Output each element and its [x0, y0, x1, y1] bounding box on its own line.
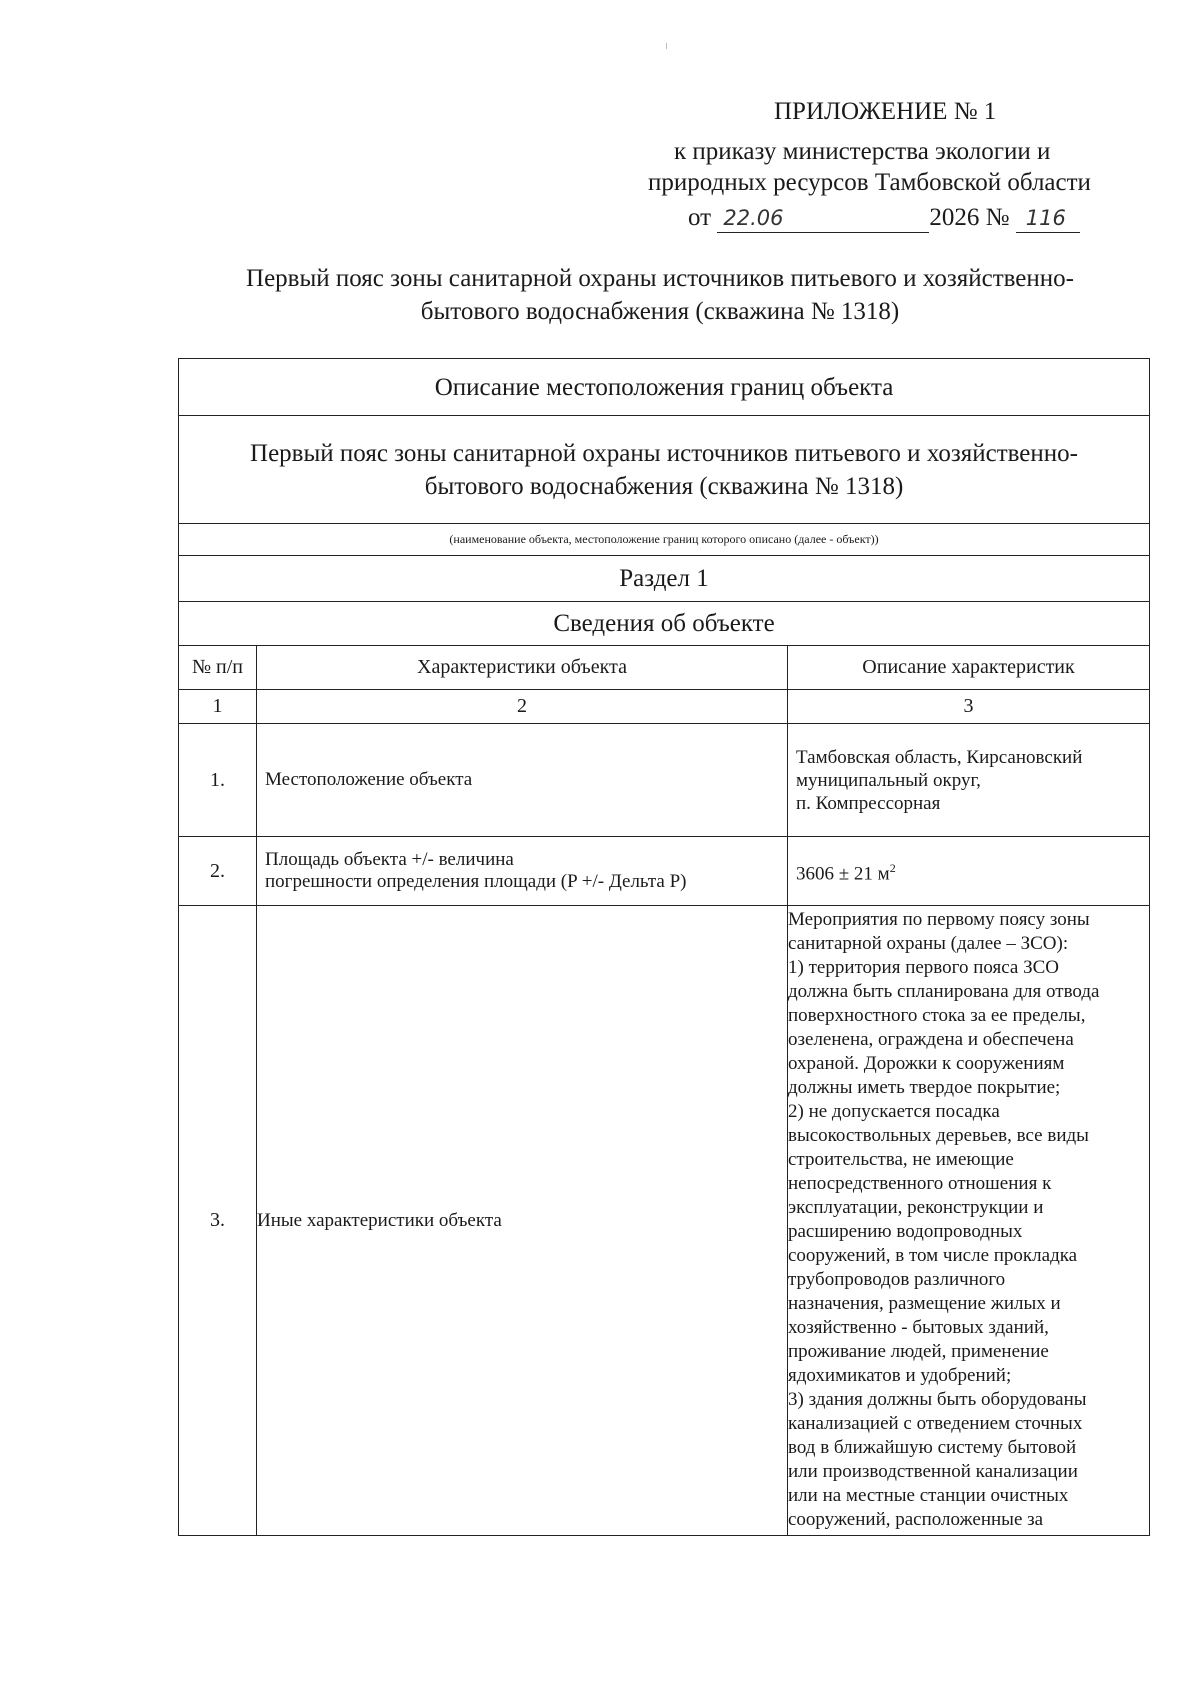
number-field: [1016, 204, 1080, 233]
row-number: 3.: [179, 906, 257, 1536]
order-reference-line: к приказу министерства экологии и: [674, 138, 1051, 165]
column-number-1: 1: [179, 690, 257, 724]
column-number-2: 2: [257, 690, 788, 724]
date-number-line: [688, 204, 1080, 233]
row-description: [788, 837, 1150, 906]
document-title-line1: Первый пояс зоны санитарной охраны источников питьевого и хозяйственно-: [246, 265, 1074, 292]
section-subtitle: Сведения об объекте: [179, 602, 1150, 646]
table-row: [179, 906, 1150, 1536]
description-line: канализацией с отведением сточных: [788, 1413, 1083, 1434]
ministry-line: природных ресурсов Тамбовской области: [648, 169, 1091, 196]
table-row: [179, 837, 1150, 906]
section-subtitle-row: [179, 602, 1150, 646]
row-description: [788, 724, 1150, 837]
description-line: ядохимикатов и удобрений;: [788, 1365, 1012, 1386]
description-line: или производственной канализации: [788, 1461, 1078, 1482]
row-number: 2.: [179, 837, 257, 906]
section-title: Раздел 1: [179, 556, 1150, 602]
column-header-num: № п/п: [179, 646, 257, 690]
section-title-row: [179, 556, 1150, 602]
description-line: 3) здания должны быть оборудованы: [788, 1389, 1087, 1410]
description-line: вод в ближайшую систему бытовой: [788, 1437, 1077, 1458]
description-line: Мероприятия по первому поясу зоны: [788, 909, 1090, 930]
description-line: Тамбовская область, Кирсановский: [796, 746, 1083, 768]
column-header-description: Описание характеристик: [788, 646, 1150, 690]
description-line: непосредственного отношения к: [788, 1173, 1052, 1194]
object-name-line2: бытового водоснабжения (скважина № 1318): [424, 472, 904, 500]
description-line: санитарной охраны (далее – ЗСО):: [788, 933, 1069, 954]
characteristic-line: Площадь объекта +/- величина: [265, 849, 514, 870]
area-value: 3606 ± 21 м: [796, 863, 890, 885]
description-line: поверхностного стока за ее пределы,: [788, 1005, 1086, 1026]
row-characteristic: Иные характеристики объекта: [257, 906, 788, 1536]
description-line: 2) не допускается посадка: [788, 1101, 1000, 1122]
description-line: или на местные станции очистных: [788, 1485, 1069, 1506]
description-line: проживание людей, применение: [788, 1341, 1049, 1362]
row-description: [788, 906, 1150, 1536]
description-line: муниципальный округ,: [796, 769, 981, 791]
document-title-line2: бытового водоснабжения (скважина № 1318): [420, 298, 900, 325]
description-line: сооружений, в том числе прокладка: [788, 1245, 1078, 1266]
row-characteristic: Местоположение объекта: [257, 724, 788, 837]
area-unit-exponent: 2: [889, 860, 896, 875]
description-line: охраной. Дорожки к сооружениям: [788, 1053, 1065, 1074]
row-characteristic: [257, 837, 788, 906]
description-line: назначения, размещение жилых и: [788, 1293, 1061, 1314]
object-name: [179, 416, 1150, 524]
year-number-label: 2026 №: [929, 204, 1010, 231]
description-line: трубопроводов различного: [788, 1269, 1006, 1290]
handwritten-date: 22.06: [723, 206, 784, 230]
row-number: 1.: [179, 724, 257, 837]
description-line: 1) территория первого пояса ЗСО: [788, 957, 1060, 978]
handwritten-number: 116: [1025, 206, 1066, 230]
table-heading: Описание местоположения границ объекта: [179, 359, 1150, 416]
table-heading-row: [179, 359, 1150, 416]
appendix-title: ПРИЛОЖЕНИЕ № 1: [774, 98, 997, 125]
characteristic-line: погрешности определения площади (P +/- Дельта P): [265, 871, 687, 892]
date-prefix: от: [688, 204, 712, 231]
column-header-row: [179, 646, 1150, 690]
column-number-3: 3: [788, 690, 1150, 724]
description-line: должны иметь твердое покрытие;: [788, 1077, 1061, 1098]
description-line: строительства, не имеющие: [788, 1149, 1014, 1170]
description-line: сооружений, расположенные за: [788, 1509, 1044, 1530]
column-number-row: [179, 690, 1150, 724]
document-title: [170, 262, 1150, 328]
description-line: озеленена, ограждена и обеспечена: [788, 1029, 1074, 1050]
description-line: высокоствольных деревьев, все виды: [788, 1125, 1089, 1146]
table-row: [179, 724, 1150, 837]
scan-mark: [666, 43, 667, 49]
description-line: эксплуатации, реконструкции и: [788, 1197, 1044, 1218]
object-description-table: [178, 358, 1150, 1536]
object-caption-row: [179, 524, 1150, 556]
description-line: расширению водопроводных: [788, 1221, 1023, 1242]
date-field: [717, 204, 929, 233]
column-header-characteristic: Характеристики объекта: [257, 646, 788, 690]
object-caption: (наименование объекта, местоположение границ которого описано (далее - объект)): [179, 524, 1150, 556]
description-line: хозяйственно - бытовых зданий,: [788, 1317, 1049, 1338]
description-line: должна быть спланирована для отвода: [788, 981, 1100, 1002]
object-name-line1: Первый пояс зоны санитарной охраны источников питьевого и хозяйственно-: [250, 439, 1078, 467]
description-line: п. Компрессорная: [796, 792, 941, 814]
object-name-row: [179, 416, 1150, 524]
